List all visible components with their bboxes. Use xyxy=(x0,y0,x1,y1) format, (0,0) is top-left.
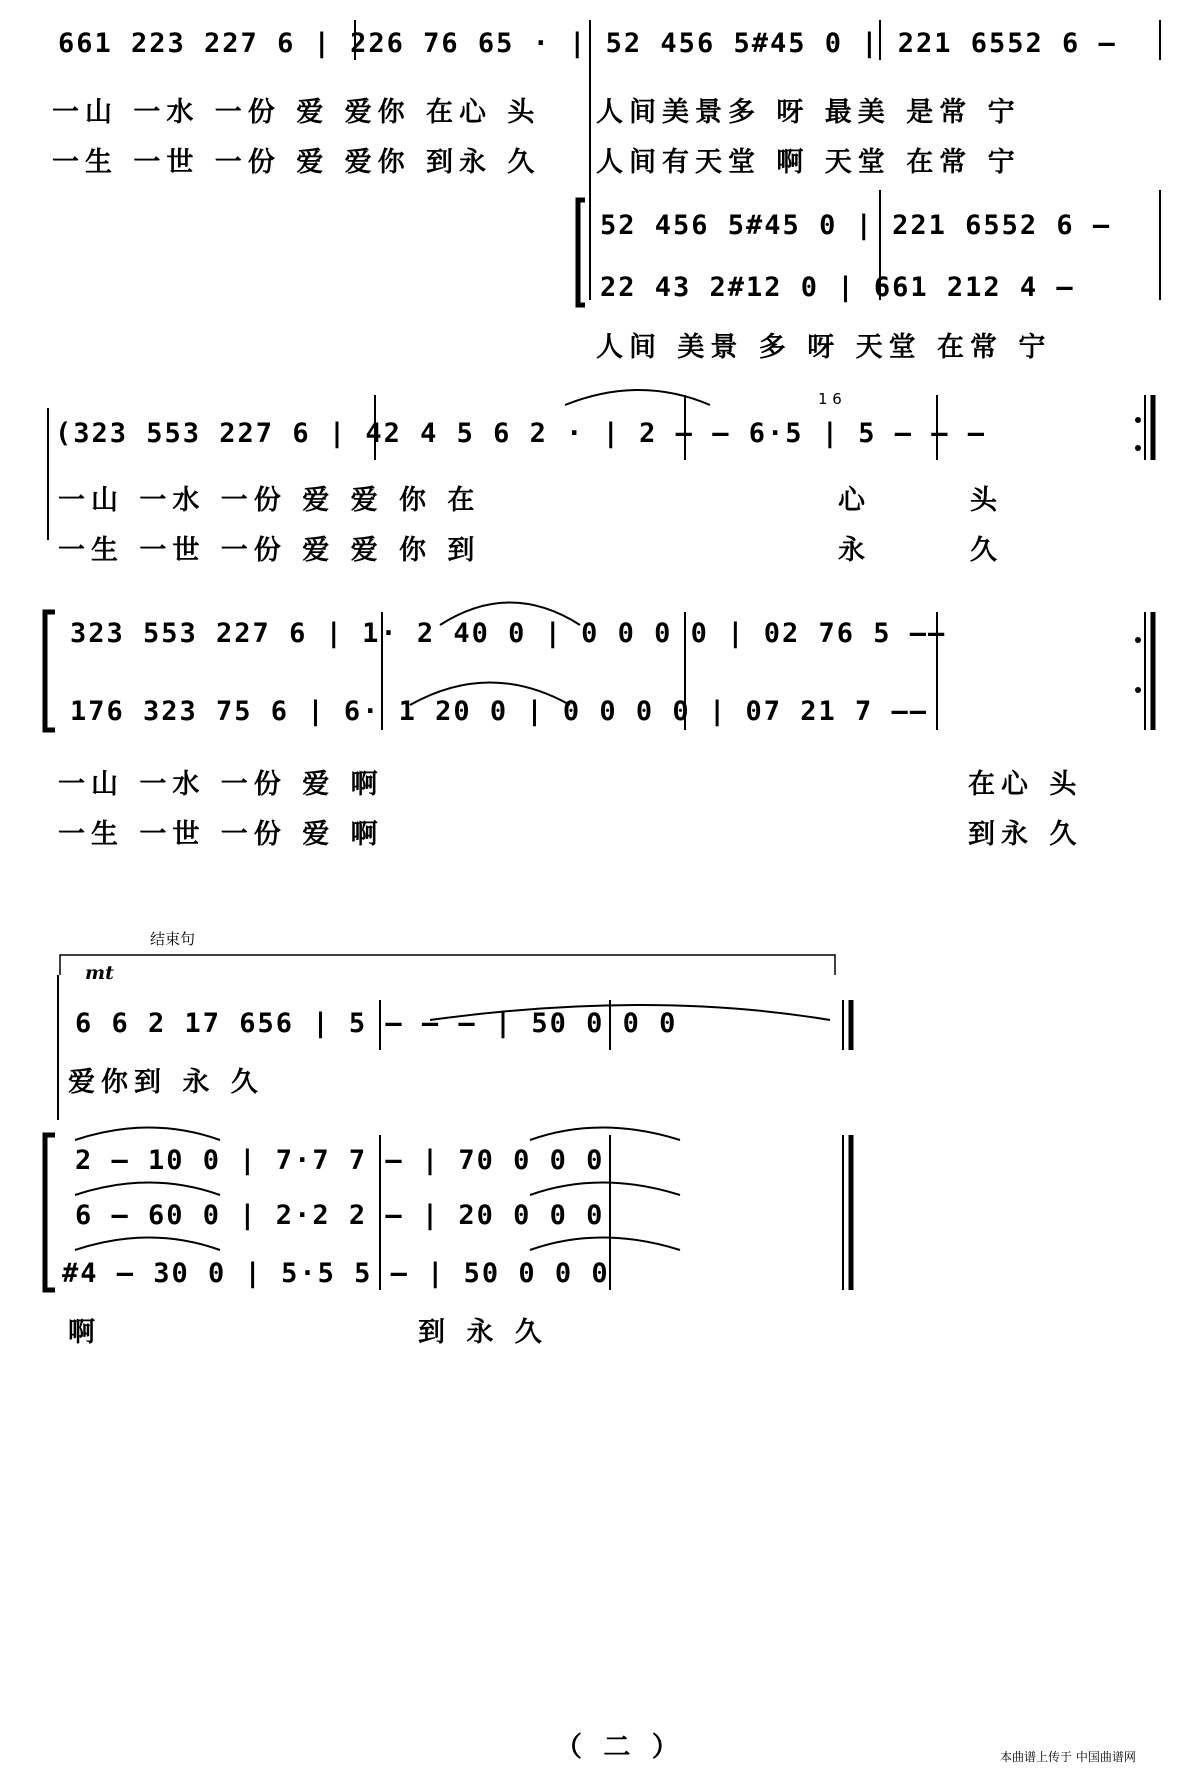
system1-lyric-b-right: 人间有天堂 啊 天堂 在常 宁 xyxy=(596,147,1021,178)
system2-lyric-a-end1: 心 xyxy=(838,485,871,516)
system2-lyric-d: 一生 一世 一份 爱 啊 xyxy=(58,819,384,850)
system1-harmony-lyric: 人间 美景 多 呀 天堂 在常 宁 xyxy=(596,332,1052,363)
system1-lyric-b-left: 一生 一世 一份 爱 爱你 到永 久 xyxy=(52,147,541,178)
system1-lyric-a-left: 一山 一水 一份 爱 爱你 在心 头 xyxy=(52,97,541,128)
system1-harmony-upper: 52 456 5#45 0 | 221 6552 6 – xyxy=(600,210,1112,241)
system2-lyric-c-end: 在心 头 xyxy=(968,769,1083,800)
system2-melody: (323 553 227 6 | 42 4 5 6 2 · | 2 – – 6·5 | 5 – – – xyxy=(55,418,987,449)
system2-lyric-a-end2: 头 xyxy=(970,485,1003,516)
system3-lyric-end-b: 到 永 久 xyxy=(418,1317,548,1348)
chord-top: 2 — 10 0 | 7·7 7 — | 70 0 0 0 xyxy=(75,1145,605,1176)
chord-mid: 6 — 60 0 | 2·2 2 — | 20 0 0 0 xyxy=(75,1200,605,1231)
system1-lyric-a-right: 人间美景多 呀 最美 是常 宁 xyxy=(596,97,1021,128)
system3-lyric-end-a: 啊 xyxy=(68,1317,101,1348)
system2-lyric-a: 一山 一水 一份 爱 爱 你 在 xyxy=(58,485,481,516)
watermark: 本曲谱上传于 中国曲谱网 xyxy=(1000,1750,1136,1764)
system2-lyric-b-end1: 永 xyxy=(838,535,871,566)
system3-lyric: 爱你到 永 久 xyxy=(68,1067,264,1098)
ending-label: 结束句 xyxy=(150,930,196,948)
system1-harmony-lower: 22 43 2#12 0 | 661 212 4 – xyxy=(600,272,1075,303)
system2-lyric-b-end2: 久 xyxy=(970,535,1003,566)
system2-upper: 323 553 227 6 | 1· 2 40 0 | 0 0 0 0 | 02 76 5 —— xyxy=(70,618,947,649)
system2-lyric-d-end: 到永 久 xyxy=(968,819,1083,850)
system3-melody: 6 6 2 17 656 | 5 – – – | 50 0 0 0 xyxy=(75,1008,678,1039)
system1-top-notes: 661 223 227 6 | 226 76 65 · | 52 456 5#45 0 | 221 6552 6 – xyxy=(58,28,1117,59)
grace-note: 1 6 xyxy=(818,390,842,408)
tempo-mark: mt xyxy=(85,962,114,984)
system2-lower: 176 323 75 6 | 6· 1 20 0 | 0 0 0 0 | 07 21 7 —— xyxy=(70,696,929,727)
system2-lyric-c: 一山 一水 一份 爱 啊 xyxy=(58,769,384,800)
system2-lyric-b: 一生 一世 一份 爱 爱 你 到 xyxy=(58,535,481,566)
page-number: （ 二 ） xyxy=(555,1732,685,1763)
chord-bot: #4 — 30 0 | 5·5 5 — | 50 0 0 0 xyxy=(62,1258,610,1289)
